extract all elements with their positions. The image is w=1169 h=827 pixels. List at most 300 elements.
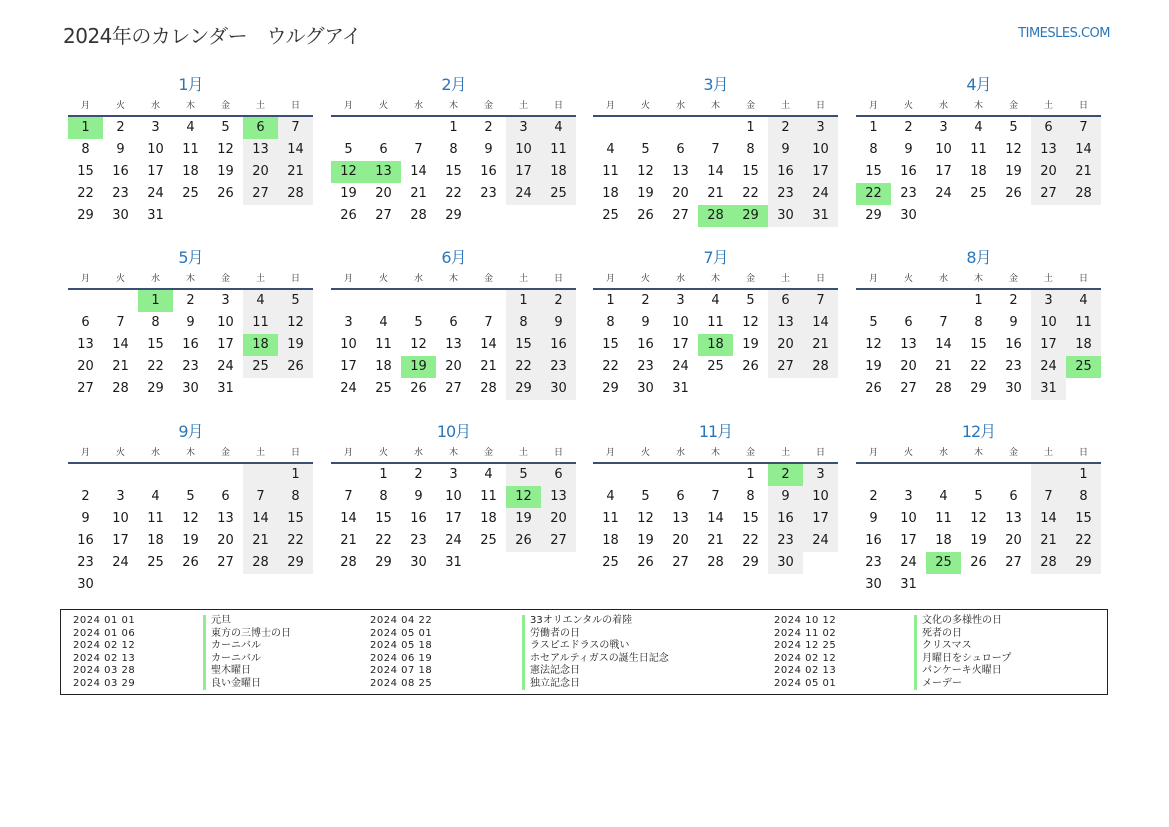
day-cell[interactable]: 25	[602, 555, 619, 570]
day-cell[interactable]: 9	[869, 511, 878, 526]
day-cell[interactable]: 16	[480, 164, 497, 179]
day-cell[interactable]: 8	[506, 312, 541, 334]
day-cell[interactable]: 2	[1009, 293, 1018, 308]
day-cell[interactable]: 18	[480, 511, 497, 526]
day-cell[interactable]: 23	[637, 359, 654, 374]
day-cell[interactable]: 3	[1031, 290, 1066, 312]
day-cell[interactable]: 9	[541, 312, 576, 334]
day-cell[interactable]: 31	[672, 381, 689, 396]
day-cell[interactable]: 20	[1031, 161, 1066, 183]
day-cell[interactable]: 25	[243, 356, 278, 378]
day-cell[interactable]: 14	[340, 511, 357, 526]
day-cell[interactable]: 11	[480, 489, 497, 504]
day-cell[interactable]: 29	[1066, 552, 1101, 574]
day-cell[interactable]: 23	[182, 359, 199, 374]
day-cell[interactable]: 11	[1066, 312, 1101, 334]
day-cell[interactable]: 31	[900, 577, 917, 592]
day-cell[interactable]: 30	[112, 208, 129, 223]
day-cell[interactable]: 3	[116, 489, 125, 504]
day-cell[interactable]: 12	[182, 511, 199, 526]
day-cell[interactable]: 17	[803, 508, 838, 530]
day-cell[interactable]: 16	[1005, 337, 1022, 352]
day-cell[interactable]: 10	[147, 142, 164, 157]
day-cell[interactable]: 5	[869, 315, 878, 330]
day-cell[interactable]: 30	[77, 577, 94, 592]
day-cell[interactable]: 12	[217, 142, 234, 157]
day-cell[interactable]: 14	[803, 312, 838, 334]
day-cell[interactable]: 15	[1066, 508, 1101, 530]
day-cell[interactable]: 6	[449, 315, 458, 330]
day-cell[interactable]: 24	[803, 183, 838, 205]
day-cell[interactable]: 17	[506, 161, 541, 183]
day-cell[interactable]: 7	[711, 489, 720, 504]
day-cell[interactable]: 25	[182, 186, 199, 201]
day-cell[interactable]: 25	[707, 359, 724, 374]
day-cell[interactable]: 4	[974, 120, 983, 135]
day-cell[interactable]: 23	[480, 186, 497, 201]
day-cell[interactable]: 1	[278, 464, 313, 486]
day-cell[interactable]: 27	[375, 208, 392, 223]
day-cell[interactable]: 19	[340, 186, 357, 201]
day-cell[interactable]: 13	[1031, 139, 1066, 161]
day-cell[interactable]: 26	[637, 555, 654, 570]
day-cell[interactable]: 29	[278, 552, 313, 574]
day-cell[interactable]: 26	[506, 530, 541, 552]
day-cell[interactable]: 8	[449, 142, 458, 157]
day-cell[interactable]: 20	[243, 161, 278, 183]
day-cell[interactable]: 5	[506, 464, 541, 486]
day-cell[interactable]: 21	[410, 186, 427, 201]
day-cell[interactable]: 17	[900, 533, 917, 548]
day-cell[interactable]: 26	[278, 356, 313, 378]
day-cell[interactable]: 2	[768, 464, 803, 486]
day-cell[interactable]: 2	[81, 489, 90, 504]
day-cell[interactable]: 14	[410, 164, 427, 179]
day-cell[interactable]: 23	[865, 555, 882, 570]
day-cell[interactable]: 29	[970, 381, 987, 396]
day-cell[interactable]: 9	[768, 139, 803, 161]
day-cell[interactable]: 11	[602, 511, 619, 526]
day-cell[interactable]: 23	[77, 555, 94, 570]
day-cell[interactable]: 11	[147, 511, 164, 526]
day-cell[interactable]: 26	[742, 359, 759, 374]
day-cell[interactable]: 17	[803, 161, 838, 183]
day-cell[interactable]: 24	[900, 555, 917, 570]
day-cell[interactable]: 7	[344, 489, 353, 504]
day-cell[interactable]: 7	[116, 315, 125, 330]
day-cell[interactable]: 30	[865, 577, 882, 592]
day-cell[interactable]: 25	[602, 208, 619, 223]
day-cell[interactable]: 1	[506, 290, 541, 312]
day-cell[interactable]: 12	[742, 315, 759, 330]
day-cell[interactable]: 19	[637, 533, 654, 548]
day-cell[interactable]: 3	[939, 120, 948, 135]
day-cell[interactable]: 26	[217, 186, 234, 201]
day-cell[interactable]: 8	[278, 486, 313, 508]
day-cell[interactable]: 16	[768, 161, 803, 183]
day-cell[interactable]: 10	[1031, 312, 1066, 334]
day-cell[interactable]: 3	[803, 117, 838, 139]
day-cell[interactable]: 2	[869, 489, 878, 504]
day-cell[interactable]: 31	[217, 381, 234, 396]
day-cell[interactable]: 25	[970, 186, 987, 201]
day-cell[interactable]: 28	[803, 356, 838, 378]
day-cell[interactable]: 1	[606, 293, 615, 308]
day-cell[interactable]: 7	[484, 315, 493, 330]
day-cell[interactable]: 7	[803, 290, 838, 312]
day-cell[interactable]: 3	[676, 293, 685, 308]
day-cell[interactable]: 6	[676, 142, 685, 157]
day-cell[interactable]: 5	[221, 120, 230, 135]
day-cell[interactable]: 21	[803, 334, 838, 356]
day-cell[interactable]: 6	[768, 290, 803, 312]
day-cell[interactable]: 2	[116, 120, 125, 135]
day-cell[interactable]: 2	[186, 293, 195, 308]
day-cell[interactable]: 20	[77, 359, 94, 374]
day-cell[interactable]: 13	[445, 337, 462, 352]
day-cell[interactable]: 18	[602, 186, 619, 201]
day-cell[interactable]: 18	[935, 533, 952, 548]
day-cell[interactable]: 29	[742, 555, 759, 570]
day-cell[interactable]: 10	[217, 315, 234, 330]
day-cell[interactable]: 10	[112, 511, 129, 526]
day-cell[interactable]: 29	[147, 381, 164, 396]
day-cell[interactable]: 17	[217, 337, 234, 352]
day-cell[interactable]: 18	[970, 164, 987, 179]
day-cell[interactable]: 8	[869, 142, 878, 157]
day-cell[interactable]: 29	[602, 381, 619, 396]
day-cell[interactable]: 10	[900, 511, 917, 526]
day-cell[interactable]: 10	[672, 315, 689, 330]
day-cell[interactable]: 11	[243, 312, 278, 334]
day-cell[interactable]: 19	[637, 186, 654, 201]
day-cell[interactable]: 4	[1066, 290, 1101, 312]
day-cell[interactable]: 15	[742, 164, 759, 179]
day-cell[interactable]: 8	[974, 315, 983, 330]
day-cell[interactable]: 21	[480, 359, 497, 374]
day-cell[interactable]: 26	[637, 208, 654, 223]
day-cell[interactable]: 27	[672, 555, 689, 570]
day-cell[interactable]: 4	[379, 315, 388, 330]
day-cell[interactable]: 19	[506, 508, 541, 530]
day-cell[interactable]: 29	[445, 208, 462, 223]
day-cell[interactable]: 24	[217, 359, 234, 374]
day-cell[interactable]: 6	[541, 464, 576, 486]
day-cell[interactable]: 30	[900, 208, 917, 223]
day-cell[interactable]: 30	[768, 552, 803, 574]
day-cell[interactable]: 5	[1009, 120, 1018, 135]
day-cell[interactable]: 9	[904, 142, 913, 157]
day-cell[interactable]: 14	[112, 337, 129, 352]
day-cell[interactable]: 18	[698, 334, 733, 356]
day-cell[interactable]: 23	[900, 186, 917, 201]
day-cell[interactable]: 22	[602, 359, 619, 374]
day-cell[interactable]: 4	[151, 489, 160, 504]
day-cell[interactable]: 28	[698, 205, 733, 227]
day-cell[interactable]: 2	[641, 293, 650, 308]
day-cell[interactable]: 23	[1005, 359, 1022, 374]
day-cell[interactable]: 9	[186, 315, 195, 330]
day-cell[interactable]: 20	[217, 533, 234, 548]
day-cell[interactable]: 7	[414, 142, 423, 157]
day-cell[interactable]: 24	[1031, 356, 1066, 378]
day-cell[interactable]: 22	[856, 183, 891, 205]
day-cell[interactable]: 9	[81, 511, 90, 526]
day-cell[interactable]: 12	[637, 164, 654, 179]
day-cell[interactable]: 6	[904, 315, 913, 330]
day-cell[interactable]: 3	[803, 464, 838, 486]
day-cell[interactable]: 20	[445, 359, 462, 374]
day-cell[interactable]: 11	[935, 511, 952, 526]
day-cell[interactable]: 10	[803, 486, 838, 508]
day-cell[interactable]: 5	[186, 489, 195, 504]
day-cell[interactable]: 19	[182, 533, 199, 548]
day-cell[interactable]: 13	[768, 312, 803, 334]
day-cell[interactable]: 24	[506, 183, 541, 205]
day-cell[interactable]: 1	[869, 120, 878, 135]
day-cell[interactable]: 28	[1031, 552, 1066, 574]
day-cell[interactable]: 9	[116, 142, 125, 157]
day-cell[interactable]: 19	[865, 359, 882, 374]
day-cell[interactable]: 26	[865, 381, 882, 396]
day-cell[interactable]: 8	[81, 142, 90, 157]
day-cell[interactable]: 19	[278, 334, 313, 356]
day-cell[interactable]: 18	[1066, 334, 1101, 356]
day-cell[interactable]: 27	[900, 381, 917, 396]
day-cell[interactable]: 25	[480, 533, 497, 548]
day-cell[interactable]: 16	[900, 164, 917, 179]
day-cell[interactable]: 15	[375, 511, 392, 526]
day-cell[interactable]: 1	[379, 467, 388, 482]
day-cell[interactable]: 24	[672, 359, 689, 374]
day-cell[interactable]: 3	[506, 117, 541, 139]
day-cell[interactable]: 29	[865, 208, 882, 223]
day-cell[interactable]: 27	[77, 381, 94, 396]
day-cell[interactable]: 14	[707, 164, 724, 179]
day-cell[interactable]: 21	[112, 359, 129, 374]
day-cell[interactable]: 22	[375, 533, 392, 548]
day-cell[interactable]: 21	[707, 186, 724, 201]
day-cell[interactable]: 1	[1066, 464, 1101, 486]
day-cell[interactable]: 14	[480, 337, 497, 352]
day-cell[interactable]: 3	[221, 293, 230, 308]
day-cell[interactable]: 21	[1031, 530, 1066, 552]
day-cell[interactable]: 29	[506, 378, 541, 400]
day-cell[interactable]: 19	[401, 356, 436, 378]
day-cell[interactable]: 20	[541, 508, 576, 530]
day-cell[interactable]: 9	[1009, 315, 1018, 330]
day-cell[interactable]: 12	[637, 511, 654, 526]
day-cell[interactable]: 4	[606, 142, 615, 157]
day-cell[interactable]: 15	[506, 334, 541, 356]
day-cell[interactable]: 4	[606, 489, 615, 504]
day-cell[interactable]: 13	[541, 486, 576, 508]
day-cell[interactable]: 24	[445, 533, 462, 548]
day-cell[interactable]: 13	[77, 337, 94, 352]
day-cell[interactable]: 8	[1066, 486, 1101, 508]
day-cell[interactable]: 20	[672, 533, 689, 548]
day-cell[interactable]: 4	[484, 467, 493, 482]
day-cell[interactable]: 21	[340, 533, 357, 548]
day-cell[interactable]: 16	[182, 337, 199, 352]
day-cell[interactable]: 15	[77, 164, 94, 179]
day-cell[interactable]: 19	[742, 337, 759, 352]
day-cell[interactable]: 31	[147, 208, 164, 223]
day-cell[interactable]: 27	[768, 356, 803, 378]
day-cell[interactable]: 6	[81, 315, 90, 330]
day-cell[interactable]: 7	[711, 142, 720, 157]
day-cell[interactable]: 7	[278, 117, 313, 139]
day-cell[interactable]: 16	[865, 533, 882, 548]
day-cell[interactable]: 8	[379, 489, 388, 504]
day-cell[interactable]: 27	[541, 530, 576, 552]
day-cell[interactable]: 10	[803, 139, 838, 161]
day-cell[interactable]: 25	[1066, 356, 1101, 378]
day-cell[interactable]: 4	[243, 290, 278, 312]
day-cell[interactable]: 21	[1066, 161, 1101, 183]
day-cell[interactable]: 28	[1066, 183, 1101, 205]
day-cell[interactable]: 16	[768, 508, 803, 530]
day-cell[interactable]: 16	[410, 511, 427, 526]
day-cell[interactable]: 22	[742, 186, 759, 201]
day-cell[interactable]: 4	[711, 293, 720, 308]
day-cell[interactable]: 13	[900, 337, 917, 352]
day-cell[interactable]: 8	[746, 142, 755, 157]
day-cell[interactable]: 20	[375, 186, 392, 201]
day-cell[interactable]: 12	[506, 486, 541, 508]
day-cell[interactable]: 28	[480, 381, 497, 396]
day-cell[interactable]: 2	[484, 120, 493, 135]
day-cell[interactable]: 17	[112, 533, 129, 548]
day-cell[interactable]: 28	[935, 381, 952, 396]
day-cell[interactable]: 14	[1031, 508, 1066, 530]
day-cell[interactable]: 14	[243, 508, 278, 530]
day-cell[interactable]: 19	[970, 533, 987, 548]
day-cell[interactable]: 14	[1066, 139, 1101, 161]
day-cell[interactable]: 5	[641, 142, 650, 157]
day-cell[interactable]: 25	[926, 552, 961, 574]
day-cell[interactable]: 16	[112, 164, 129, 179]
day-cell[interactable]: 22	[278, 530, 313, 552]
day-cell[interactable]: 22	[1066, 530, 1101, 552]
day-cell[interactable]: 18	[375, 359, 392, 374]
day-cell[interactable]: 27	[445, 381, 462, 396]
day-cell[interactable]: 26	[410, 381, 427, 396]
day-cell[interactable]: 18	[243, 334, 278, 356]
day-cell[interactable]: 19	[1005, 164, 1022, 179]
day-cell[interactable]: 29	[733, 205, 768, 227]
day-cell[interactable]: 13	[366, 161, 401, 183]
day-cell[interactable]: 26	[182, 555, 199, 570]
day-cell[interactable]: 11	[602, 164, 619, 179]
day-cell[interactable]: 28	[707, 555, 724, 570]
day-cell[interactable]: 11	[182, 142, 199, 157]
day-cell[interactable]: 21	[243, 530, 278, 552]
day-cell[interactable]: 3	[904, 489, 913, 504]
day-cell[interactable]: 13	[672, 164, 689, 179]
day-cell[interactable]: 23	[768, 530, 803, 552]
day-cell[interactable]: 2	[904, 120, 913, 135]
day-cell[interactable]: 30	[410, 555, 427, 570]
day-cell[interactable]: 14	[935, 337, 952, 352]
day-cell[interactable]: 25	[147, 555, 164, 570]
day-cell[interactable]: 28	[112, 381, 129, 396]
day-cell[interactable]: 21	[707, 533, 724, 548]
day-cell[interactable]: 30	[1005, 381, 1022, 396]
day-cell[interactable]: 20	[1005, 533, 1022, 548]
day-cell[interactable]: 7	[939, 315, 948, 330]
day-cell[interactable]: 30	[541, 378, 576, 400]
day-cell[interactable]: 7	[1031, 486, 1066, 508]
day-cell[interactable]: 9	[484, 142, 493, 157]
day-cell[interactable]: 14	[278, 139, 313, 161]
day-cell[interactable]: 4	[186, 120, 195, 135]
day-cell[interactable]: 3	[449, 467, 458, 482]
day-cell[interactable]: 12	[278, 312, 313, 334]
day-cell[interactable]: 17	[445, 511, 462, 526]
day-cell[interactable]: 2	[414, 467, 423, 482]
day-cell[interactable]: 20	[900, 359, 917, 374]
day-cell[interactable]: 1	[449, 120, 458, 135]
day-cell[interactable]: 22	[147, 359, 164, 374]
day-cell[interactable]: 2	[768, 117, 803, 139]
day-cell[interactable]: 22	[445, 186, 462, 201]
day-cell[interactable]: 20	[768, 334, 803, 356]
day-cell[interactable]: 8	[606, 315, 615, 330]
day-cell[interactable]: 5	[641, 489, 650, 504]
day-cell[interactable]: 13	[243, 139, 278, 161]
day-cell[interactable]: 23	[410, 533, 427, 548]
day-cell[interactable]: 1	[746, 467, 755, 482]
day-cell[interactable]: 1	[746, 120, 755, 135]
day-cell[interactable]: 11	[707, 315, 724, 330]
day-cell[interactable]: 30	[182, 381, 199, 396]
day-cell[interactable]: 13	[217, 511, 234, 526]
day-cell[interactable]: 24	[147, 186, 164, 201]
day-cell[interactable]: 20	[672, 186, 689, 201]
day-cell[interactable]: 5	[414, 315, 423, 330]
day-cell[interactable]: 6	[243, 117, 278, 139]
day-cell[interactable]: 16	[637, 337, 654, 352]
day-cell[interactable]: 15	[147, 337, 164, 352]
day-cell[interactable]: 30	[768, 205, 803, 227]
day-cell[interactable]: 15	[865, 164, 882, 179]
day-cell[interactable]: 7	[1066, 117, 1101, 139]
day-cell[interactable]: 27	[217, 555, 234, 570]
day-cell[interactable]: 10	[340, 337, 357, 352]
day-cell[interactable]: 12	[865, 337, 882, 352]
day-cell[interactable]: 5	[746, 293, 755, 308]
day-cell[interactable]: 16	[541, 334, 576, 356]
day-cell[interactable]: 16	[77, 533, 94, 548]
day-cell[interactable]: 17	[672, 337, 689, 352]
day-cell[interactable]: 5	[278, 290, 313, 312]
day-cell[interactable]: 29	[375, 555, 392, 570]
day-cell[interactable]: 6	[379, 142, 388, 157]
day-cell[interactable]: 4	[939, 489, 948, 504]
site-logo-link[interactable]: TIMESLES.COM	[1018, 26, 1110, 41]
day-cell[interactable]: 25	[541, 183, 576, 205]
day-cell[interactable]: 11	[970, 142, 987, 157]
day-cell[interactable]: 24	[112, 555, 129, 570]
day-cell[interactable]: 13	[1005, 511, 1022, 526]
day-cell[interactable]: 6	[1009, 489, 1018, 504]
day-cell[interactable]: 8	[746, 489, 755, 504]
day-cell[interactable]: 12	[1005, 142, 1022, 157]
day-cell[interactable]: 27	[1031, 183, 1066, 205]
day-cell[interactable]: 10	[445, 489, 462, 504]
day-cell[interactable]: 17	[935, 164, 952, 179]
